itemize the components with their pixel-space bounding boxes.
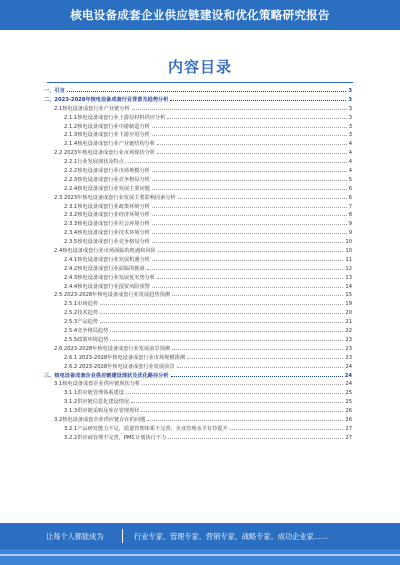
toc-entry[interactable]	[44, 397, 352, 406]
toc-entry-page: 10	[345, 239, 352, 246]
footer-bar	[0, 523, 400, 565]
toc-entry-title: 3.1.3供应链采购及库存管理现状	[64, 408, 140, 415]
toc-entry[interactable]	[44, 113, 352, 122]
toc-entry[interactable]	[44, 210, 352, 219]
toc-entry-page: 10	[345, 248, 352, 255]
toc-entry-page: 26	[345, 408, 352, 415]
toc-dot-leader	[152, 282, 344, 288]
toc-entry-title: 2.5 2023-2028年核电设备成套行业发展趋势预测	[54, 292, 170, 299]
toc-entry[interactable]	[44, 317, 352, 326]
toc-entry-title: 2.1.4核电设备成套行业产业链结构分析	[64, 141, 156, 148]
toc-entry[interactable]	[44, 406, 352, 415]
footer-stripe-line	[0, 554, 400, 556]
toc-entry-title: 2.4.1核电设备成套行业发展机遇分析	[64, 256, 150, 263]
toc-entry-title: 2.4核电设备成套行业市场面临的机遇和风险	[54, 248, 156, 255]
report-title: 核电设备成套企业供应链建设和优化策略研究报告	[70, 8, 330, 22]
toc-entry-title: 2.6.1 2023-2028年核电设备成套行业市场规模预测	[64, 354, 185, 361]
toc-entry[interactable]	[44, 415, 352, 424]
toc-entry-title: 3.2核电设备成套企业供应链存在的问题	[54, 416, 146, 423]
toc-entry-title: 三、核电设备成套企业供应链建设现状及优化路径分析	[44, 372, 169, 379]
toc-dot-leader	[152, 166, 347, 172]
toc-dot-leader	[100, 299, 343, 305]
toc-entry-page: 23	[345, 354, 352, 361]
toc-entry-title: 2.1.3核电设备成套行业下游应用分析	[64, 132, 150, 139]
toc-entry[interactable]	[44, 175, 352, 184]
toc-entry[interactable]	[44, 326, 352, 335]
toc-entry-title: 2.4.3核电设备成套行业发展优劣势分析	[64, 274, 156, 281]
toc-entry-page: 23	[345, 345, 352, 352]
toc-entry-page: 24	[345, 381, 352, 388]
toc-entry-page: 27	[345, 425, 352, 432]
toc-entry-page: 3	[348, 123, 352, 130]
toc-divider	[47, 82, 353, 83]
footer-separator	[122, 529, 123, 543]
toc-entry-title: 2.4.2核电设备成套行业面临的挑战	[64, 265, 145, 272]
toc-entry[interactable]	[44, 86, 352, 95]
toc-dot-leader	[100, 317, 343, 323]
toc-entry-title: 2.2.2核电设备成套行业市场规模分析	[64, 168, 150, 175]
toc-dot-leader	[158, 246, 344, 252]
toc-entry[interactable]	[44, 353, 352, 362]
toc-entry[interactable]	[44, 122, 352, 131]
toc-dot-leader	[171, 371, 343, 377]
footer-slogan-left: 让每个人都能成为	[46, 532, 104, 541]
toc-dot-leader	[187, 353, 343, 359]
toc-entry-page: 21	[345, 319, 352, 326]
toc-entry-page: 4	[348, 141, 352, 148]
toc-entry-page: 24	[344, 372, 352, 379]
toc-entry-title: 2.5.5政策环境趋势	[64, 336, 109, 343]
toc-entry-page: 4	[348, 150, 352, 157]
toc-entry-title: 3.1核电设备成套企业供应链现状分析	[54, 381, 141, 388]
toc-dot-leader	[110, 335, 343, 341]
toc-dot-leader	[172, 344, 343, 350]
toc-entry[interactable]	[44, 193, 352, 202]
toc-entry-page: 7	[348, 203, 352, 210]
toc-dot-leader	[147, 415, 343, 421]
toc-entry-page: 25	[345, 390, 352, 397]
toc-dot-leader	[147, 264, 344, 270]
toc-dot-leader	[132, 104, 347, 110]
toc-entry-title: 2.3.5核电设备成套行业竞争格局分析	[64, 239, 150, 246]
toc-entry[interactable]	[44, 424, 352, 433]
toc-entry-page: 12	[345, 265, 352, 272]
toc-dot-leader	[152, 175, 347, 181]
toc-entry-title: 2.1.1核电设备成套行业上游原材料供应分析	[64, 114, 166, 121]
toc-entry[interactable]	[44, 388, 352, 397]
table-of-contents	[44, 86, 352, 442]
toc-dot-leader	[178, 193, 347, 199]
toc-entry[interactable]	[44, 157, 352, 166]
toc-dot-leader	[152, 122, 347, 128]
toc-entry-title: 2.4.4核电设备成套行业投资风险预警	[64, 283, 150, 290]
toc-entry-title: 2.6 2023-2028年核电设备成套行业发展前景预测	[54, 345, 170, 352]
toc-entry[interactable]	[44, 228, 352, 237]
toc-entry-title: 一、引言	[44, 88, 65, 94]
toc-entry-title: 2.2 2023年核电设备成套行业市场现状分析	[54, 150, 155, 157]
toc-entry-page: 26	[345, 416, 352, 423]
toc-entry-title: 3.2.1产品研发能力不足，质量管理体系不完善，企业管理水平有待提升	[64, 425, 228, 432]
toc-entry-page: 3	[348, 114, 352, 121]
toc-entry[interactable]	[44, 290, 352, 299]
toc-dot-leader	[126, 157, 347, 163]
toc-entry-title: 2.2.3核电设备成套行业竞争格局分析	[64, 176, 150, 183]
toc-dot-leader	[152, 210, 347, 216]
toc-entry-title: 3.2.2供应商管理不完善，PMC计划执行不力	[64, 434, 167, 441]
toc-entry-title: 2.5.4竞争格局趋势	[64, 328, 109, 335]
toc-entry[interactable]	[44, 237, 352, 246]
toc-entry-page: 6	[348, 194, 352, 201]
report-header-bar	[0, 0, 400, 30]
toc-dot-leader	[157, 139, 347, 145]
toc-entry-title: 2.3.2核电设备成套行业经济环境分析	[64, 212, 150, 219]
toc-entry-page: 24	[345, 363, 352, 370]
toc-entry-page: 4	[348, 168, 352, 175]
toc-entry-title: 2.5.3产品趋势	[64, 319, 98, 326]
toc-entry-title: 2.2.1行业发展现状及特点	[64, 159, 124, 166]
toc-entry-title: 2.1.2核电设备成套行业中游制造分析	[64, 123, 150, 130]
toc-dot-leader	[152, 237, 344, 243]
toc-entry-page: 15	[345, 292, 352, 299]
toc-dot-leader	[142, 379, 343, 385]
toc-entry-title: 2.5.1市场趋势	[64, 301, 98, 308]
toc-dot-leader	[141, 406, 343, 412]
toc-entry-title: 2.3 2023年核电设备成套行业发展主要影响因素分析	[54, 194, 176, 201]
toc-entry-title: 3.1.2供应链信息化建设情况	[64, 399, 130, 406]
toc-entry[interactable]	[44, 299, 352, 308]
toc-dot-leader	[157, 273, 343, 279]
toc-entry-page: 3	[348, 105, 352, 112]
toc-dot-leader	[100, 308, 343, 314]
toc-entry-page: 4	[348, 159, 352, 166]
toc-entry-page: 3	[348, 96, 352, 103]
toc-entry[interactable]	[44, 379, 352, 388]
toc-entry[interactable]	[44, 335, 352, 344]
toc-entry[interactable]	[44, 255, 352, 264]
toc-entry-title: 2.3.4核电设备成套行业技术环境分析	[64, 230, 150, 237]
toc-dot-leader	[152, 219, 347, 225]
toc-dot-leader	[230, 424, 344, 430]
toc-dot-leader	[177, 362, 344, 368]
toc-entry[interactable]	[44, 433, 352, 442]
toc-dot-leader	[167, 113, 346, 119]
toc-entry[interactable]	[44, 282, 352, 291]
toc-dot-leader	[152, 228, 347, 234]
toc-dot-leader	[170, 95, 346, 101]
toc-entry[interactable]	[44, 273, 352, 282]
toc-dot-leader	[67, 86, 347, 92]
toc-dot-leader	[126, 388, 344, 394]
toc-entry-page: 23	[345, 336, 352, 343]
toc-entry[interactable]	[44, 95, 352, 104]
toc-entry[interactable]	[44, 344, 352, 353]
toc-entry[interactable]	[44, 148, 352, 157]
toc-entry-page: 19	[345, 301, 352, 308]
toc-entry-page: 9	[348, 230, 352, 237]
toc-entry[interactable]	[44, 184, 352, 193]
toc-entry-page: 22	[345, 328, 352, 335]
toc-entry-title: 2.2.4核电设备成套行业发展主要问题	[64, 185, 150, 192]
toc-entry-title: 二、2023-2028年核电设备成套行业背景及趋势分析	[44, 96, 169, 103]
toc-dot-leader	[110, 326, 343, 332]
toc-entry[interactable]	[44, 139, 352, 148]
toc-dot-leader	[157, 148, 347, 154]
toc-entry[interactable]	[44, 202, 352, 211]
toc-entry-page: 3	[348, 88, 352, 94]
toc-entry[interactable]	[44, 362, 352, 371]
toc-dot-leader	[152, 255, 344, 261]
toc-entry-title: 2.5.2技术趋势	[64, 310, 98, 317]
toc-entry-page: 3	[348, 132, 352, 139]
toc-entry-page: 8	[348, 212, 352, 219]
toc-entry-page: 14	[345, 283, 352, 290]
toc-dot-leader	[131, 397, 343, 403]
toc-entry-title: 2.3.3核电设备成套行业社会环境分析	[64, 221, 150, 228]
toc-entry-title: 2.3.1核电设备成套行业政策环境分析	[64, 203, 150, 210]
toc-entry-page: 5	[348, 176, 352, 183]
footer-stripe	[0, 549, 400, 565]
footer-slogan-right: 行业专家、管理专家、营销专家、战略专家、成功企业家……	[134, 532, 329, 541]
toc-dot-leader	[152, 184, 347, 190]
toc-entry[interactable]	[44, 104, 352, 113]
toc-heading: 内容目录	[167, 58, 232, 76]
toc-entry[interactable]	[44, 308, 352, 317]
toc-entry[interactable]	[44, 246, 352, 255]
toc-entry-title: 3.1.1供应链管理体系建设	[64, 390, 124, 397]
toc-dot-leader	[152, 202, 347, 208]
toc-entry-page: 9	[348, 221, 352, 228]
toc-entry-page: 25	[345, 399, 352, 406]
toc-entry-page: 20	[345, 310, 352, 317]
toc-dot-leader	[152, 130, 347, 136]
toc-entry-page: 6	[348, 185, 352, 192]
toc-entry-page: 11	[345, 256, 352, 263]
toc-dot-leader	[172, 290, 343, 296]
toc-entry[interactable]	[44, 264, 352, 273]
toc-entry-page: 27	[345, 434, 352, 441]
toc-entry-title: 2.6.2 2023-2028年核电设备成套行业发展前景	[64, 363, 175, 370]
toc-entry[interactable]	[44, 166, 352, 175]
toc-entry-title: 2.1核电设备成套行业产业链分析	[54, 105, 130, 112]
toc-entry-page: 13	[345, 274, 352, 281]
toc-entry[interactable]	[44, 130, 352, 139]
toc-entry[interactable]	[44, 219, 352, 228]
toc-entry[interactable]	[44, 371, 352, 380]
toc-dot-leader	[168, 433, 343, 439]
